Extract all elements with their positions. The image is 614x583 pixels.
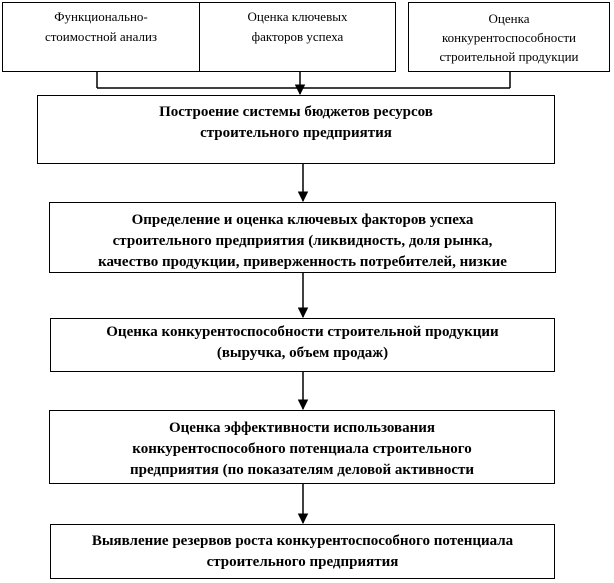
step-2-line-2: строительного предприятия (ликвидность, доля рынка,	[112, 233, 493, 249]
input-box-functional-cost-analysis	[2, 2, 200, 72]
step-2-line-1: Определение и оценка ключевых факторов успеха	[131, 212, 474, 228]
step-3-line-2: (выручка, объем продаж)	[216, 345, 389, 361]
step-box-growth-reserves	[50, 524, 555, 579]
input-1-line-1: Функционально-	[54, 9, 148, 24]
step-box-potential-efficiency	[49, 410, 555, 484]
step-4-line-3: предприятия (по показателям деловой активности	[129, 462, 474, 478]
step-5-line-1: Выявление резервов роста конкурентоспособного потенциала	[91, 533, 514, 549]
step-box-budget-system	[37, 95, 555, 164]
step-box-competitiveness-assessment	[50, 318, 555, 372]
input-3-line-3: строительной продукции	[439, 49, 579, 64]
input-3-line-2: конкурентоспособности	[442, 30, 576, 45]
step-2-line-3: качество продукции, приверженность потребителей, низкие	[98, 254, 507, 270]
input-box-product-competitiveness	[408, 2, 610, 72]
step-5-line-2: строительного предприятия	[206, 554, 399, 570]
input-2-line-2: факторов успеха	[251, 29, 344, 44]
step-4-line-2: конкурентоспособного потенциала строительного	[132, 441, 472, 457]
step-1-line-2: строительного предприятия	[200, 125, 392, 141]
input-1-line-2: стоимостной анализ	[44, 29, 158, 44]
step-4-line-1: Оценка эффективности использования	[168, 420, 436, 436]
step-3-line-1: Оценка конкурентоспособности строительной продукции	[106, 324, 499, 340]
input-2-line-1: Оценка ключевых	[247, 9, 348, 24]
input-3-line-1: Оценка	[488, 11, 530, 26]
input-box-key-success-factors	[199, 2, 396, 72]
step-1-line-1: Построение системы бюджетов ресурсов	[159, 104, 433, 120]
step-box-key-factors-assessment	[49, 202, 556, 273]
